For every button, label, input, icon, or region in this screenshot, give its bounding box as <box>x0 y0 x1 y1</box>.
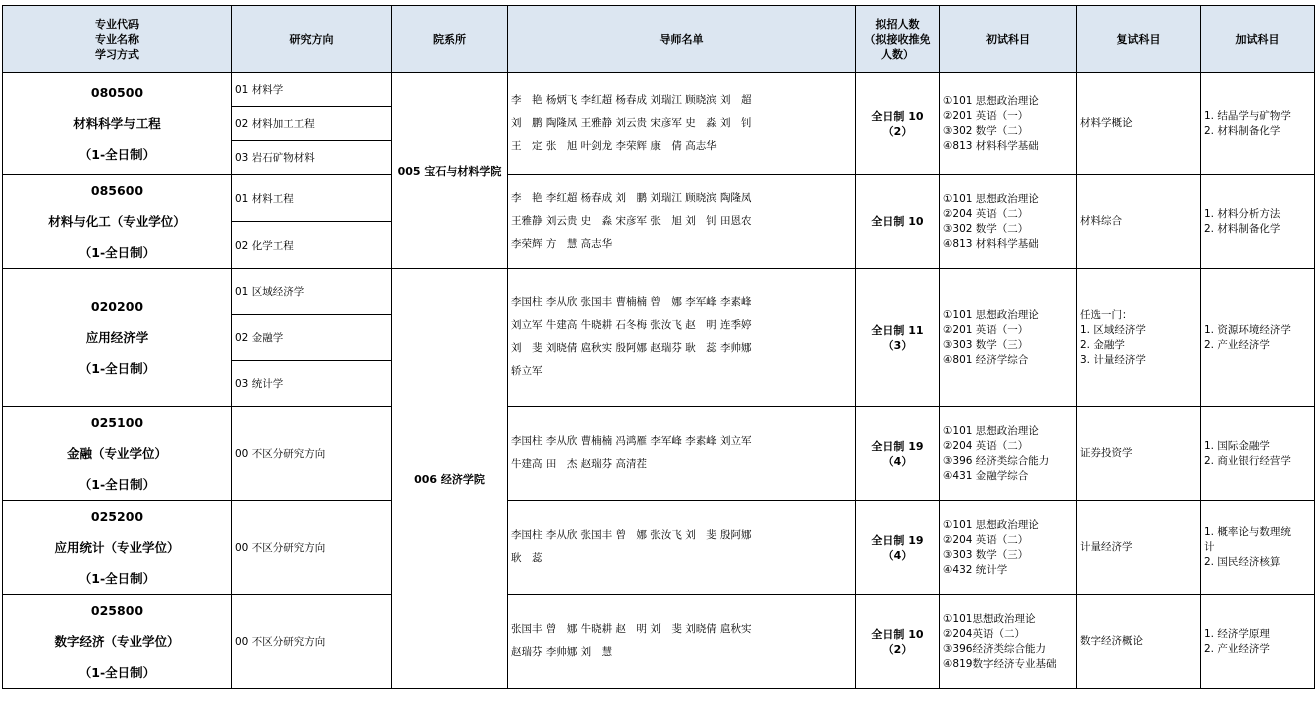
header-quota: 拟招人数 （拟接收推免 人数） <box>856 6 940 73</box>
retest-cell: 证券投资学 <box>1077 407 1201 501</box>
first-exam-cell: ①101思想政治理论 ②204英语（二） ③396经济类综合能力 ④819数字经济专业基础 <box>940 595 1077 689</box>
header-first-exam: 初试科目 <box>940 6 1077 73</box>
extra-cell: 1. 资源环境经济学 2. 产业经济学 <box>1201 269 1315 407</box>
header-row <box>3 6 1315 73</box>
direction-cell: 00 不区分研究方向 <box>232 407 392 501</box>
extra-cell: 1. 经济学原理 2. 产业经济学 <box>1201 595 1315 689</box>
table-row <box>3 595 1315 689</box>
first-exam-cell: ①101 思想政治理论 ②201 英语（一） ③302 数学（二） ④813 材料科学基础 <box>940 73 1077 175</box>
extra-cell: 1. 结晶学与矿物学 2. 材料制备化学 <box>1201 73 1315 175</box>
supervisors-cell: 李 艳 李红超 杨春成 刘 鹏 刘瑞江 顾晓滨 陶隆凤 王雅静 刘云贵 史 淼 宋彦军 张 旭 刘 钊 田恩农 李荣辉 方 慧 高志华 <box>508 175 856 269</box>
direction-cell: 03 统计学 <box>232 361 392 407</box>
header-department: 院系所 <box>392 6 508 73</box>
first-exam-cell: ①101 思想政治理论 ②204 英语（二） ③302 数学（二） ④813 材料科学基础 <box>940 175 1077 269</box>
supervisors-cell: 李 艳 杨炳飞 李红超 杨春成 刘瑞江 顾晓滨 刘 超 刘 鹏 陶隆凤 王雅静 刘云贵 宋彦军 史 淼 刘 钊 王 定 张 旭 叶剑龙 李荣辉 康 倩 高志华 <box>508 73 856 175</box>
supervisors-cell: 李国柱 李从欣 张国丰 曹楠楠 曾 娜 李军峰 李素峰 刘立军 牛建高 牛晓耕 石冬梅 张汝飞 赵 明 连季婷 刘 斐 刘晓倩 扈秋实 殷阿娜 赵瑞芬 耿 蕊 李帅娜 轿立军 <box>508 269 856 407</box>
program-cell: 025800 数字经济（专业学位） （1-全日制） <box>3 595 232 689</box>
direction-cell: 00 不区分研究方向 <box>232 501 392 595</box>
quota-cell: 全日制 10 （2） <box>856 595 940 689</box>
extra-cell: 1. 国际金融学 2. 商业银行经营学 <box>1201 407 1315 501</box>
program-cell: 085600 材料与化工（专业学位） （1-全日制） <box>3 175 232 269</box>
header-direction: 研究方向 <box>232 6 392 73</box>
retest-cell: 任选一门： 1. 区域经济学 2. 金融学 3. 计量经济学 <box>1077 269 1201 407</box>
retest-cell: 材料综合 <box>1077 175 1201 269</box>
program-cell: 080500 材料科学与工程 （1-全日制） <box>3 73 232 175</box>
retest-cell: 计量经济学 <box>1077 501 1201 595</box>
extra-cell: 1. 概率论与数理统 计 2. 国民经济核算 <box>1201 501 1315 595</box>
quota-cell: 全日制 10 （2） <box>856 73 940 175</box>
supervisors-cell: 李国柱 李从欣 张国丰 曾 娜 张汝飞 刘 斐 殷阿娜 耿 蕊 <box>508 501 856 595</box>
first-exam-cell: ①101 思想政治理论 ②201 英语（一） ③303 数学（三） ④801 经济学综合 <box>940 269 1077 407</box>
header-program: 专业代码 专业名称 学习方式 <box>3 6 232 73</box>
direction-cell: 03 岩石矿物材料 <box>232 141 392 175</box>
direction-cell: 02 金融学 <box>232 315 392 361</box>
program-cell: 025200 应用统计（专业学位） （1-全日制） <box>3 501 232 595</box>
quota-cell: 全日制 19 （4） <box>856 407 940 501</box>
department-cell: 005 宝石与材料学院 <box>392 73 508 269</box>
direction-cell: 00 不区分研究方向 <box>232 595 392 689</box>
table-row <box>3 175 1315 222</box>
table-row <box>3 501 1315 595</box>
retest-cell: 材料学概论 <box>1077 73 1201 175</box>
extra-cell: 1. 材料分析方法 2. 材料制备化学 <box>1201 175 1315 269</box>
retest-cell: 数字经济概论 <box>1077 595 1201 689</box>
supervisors-cell: 李国柱 李从欣 曹楠楠 冯鸿雁 李军峰 李素峰 刘立军 牛建高 田 杰 赵瑞芬 高清茬 <box>508 407 856 501</box>
department-cell: 006 经济学院 <box>392 269 508 689</box>
direction-cell: 02 化学工程 <box>232 222 392 269</box>
quota-cell: 全日制 11 （3） <box>856 269 940 407</box>
header-extra: 加试科目 <box>1201 6 1315 73</box>
supervisors-cell: 张国丰 曾 娜 牛晓耕 赵 明 刘 斐 刘晓倩 扈秋实 赵瑞芬 李帅娜 刘 慧 <box>508 595 856 689</box>
program-cell: 025100 金融（专业学位） （1-全日制） <box>3 407 232 501</box>
table-row <box>3 269 1315 315</box>
direction-cell: 01 材料学 <box>232 73 392 107</box>
direction-cell: 02 材料加工工程 <box>232 107 392 141</box>
table-row <box>3 73 1315 107</box>
direction-cell: 01 材料工程 <box>232 175 392 222</box>
quota-cell: 全日制 19 （4） <box>856 501 940 595</box>
program-cell: 020200 应用经济学 （1-全日制） <box>3 269 232 407</box>
first-exam-cell: ①101 思想政治理论 ②204 英语（二） ③303 数学（三） ④432 统计学 <box>940 501 1077 595</box>
first-exam-cell: ①101 思想政治理论 ②204 英语（二） ③396 经济类综合能力 ④431 金融学综合 <box>940 407 1077 501</box>
direction-cell: 01 区域经济学 <box>232 269 392 315</box>
table-row <box>3 407 1315 501</box>
header-supervisors: 导师名单 <box>508 6 856 73</box>
header-retest: 复试科目 <box>1077 6 1201 73</box>
quota-cell: 全日制 10 <box>856 175 940 269</box>
admissions-table <box>2 5 1315 689</box>
